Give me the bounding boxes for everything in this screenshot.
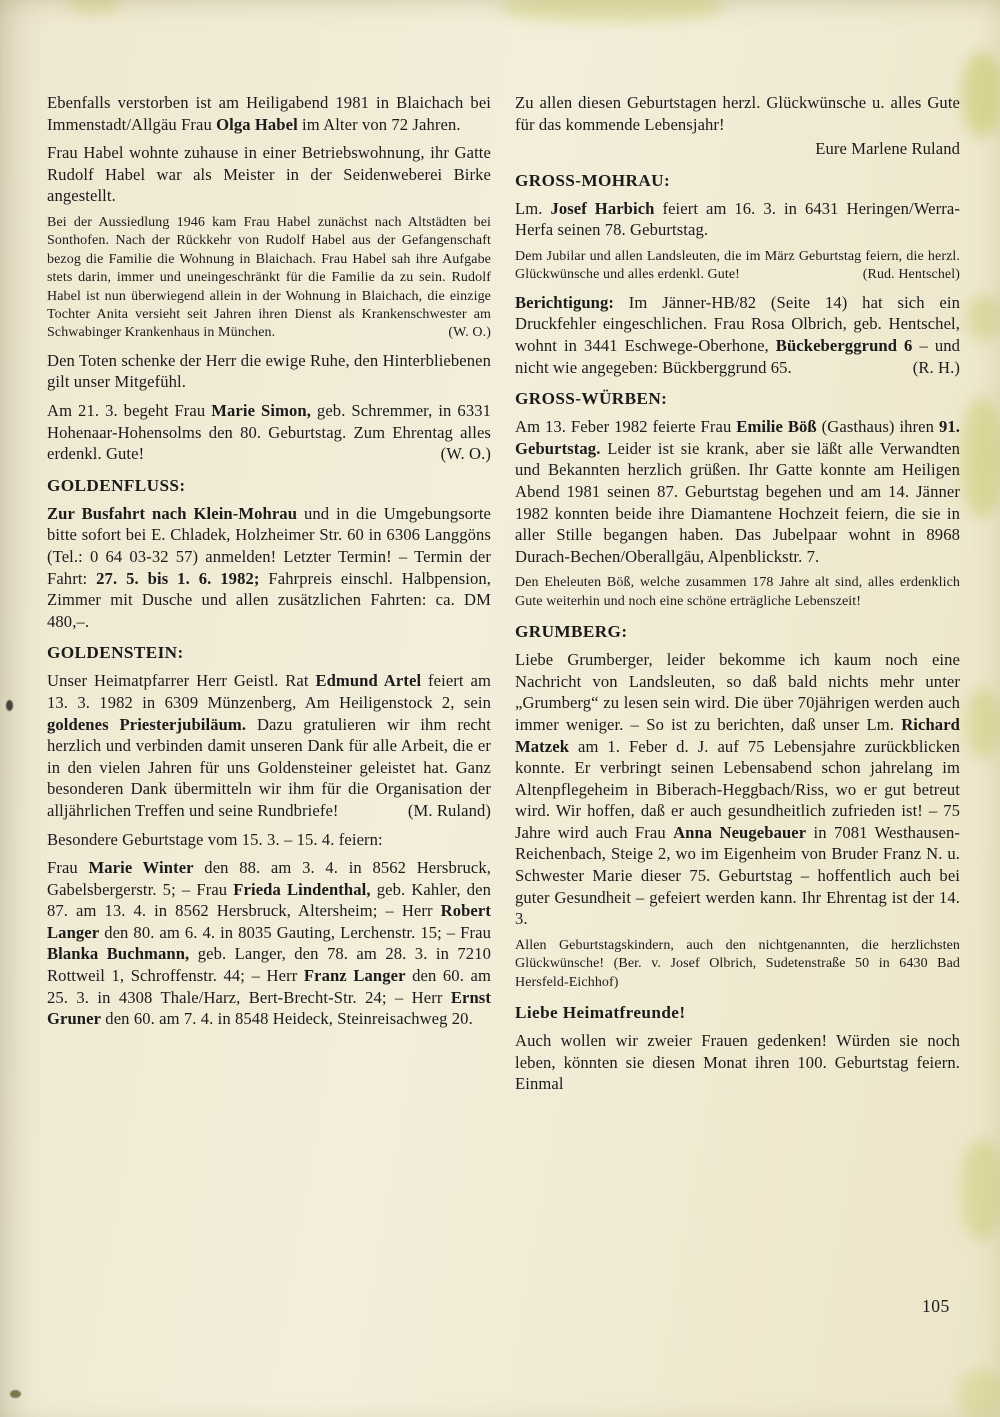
text-run: feiert am 16. 3. in 6431 Heringen/Werra-Herfa seinen 78. Geburtstag. [515,198,960,240]
paragraph [47,92,491,135]
scan-artifact [966,688,1000,758]
bold-text-run: Josef Harbich [550,198,655,218]
text-run: im Alter von 72 Jahren. [297,114,461,134]
scan-artifact [962,52,1000,137]
bold-text-run: Frieda Lindenthal, [233,879,371,899]
bold-text-run: Anna Neugebauer [673,822,807,842]
section-heading: GOLDENSTEIN: [47,643,184,663]
text-run: am 1. Feber d. J. auf 75 Lebensjahre zurückblicken konnte. Er verbringt seinen Lebensabend schon jahrelang im Altenpflegeheim in Biberach-Heggbach/Riss, wo er gut betreut wird. Wir hoffen, daß er auch gesundheitlich zufrieden ist! – 75 Jahre wird auch Frau [515,736,960,842]
text-run: Ebenfalls verstorben ist am Heiligabend 1981 in Blaichach bei Immenstadt/Allgäu Frau [47,93,491,134]
paragraph [515,416,960,567]
paragraph [515,649,960,930]
page-number: 105 [922,1296,950,1316]
bold-text-run: Emilie Böß [736,417,817,437]
section-heading: GROSS-MOHRAU: [515,170,671,190]
paragraph [47,142,491,207]
text-run: Liebe Grumberger, leider bekomme ich kaum noch eine Nachricht von Landsleuten, so daß bald nichts mehr unter „Grumberg“ zu lesen sein wird. Die über 70jährigen werden auch immer weniger. – So ist zu berichten, daß unser Lm. [515,650,960,734]
left-column [47,92,491,1037]
scan-artifact [500,0,725,22]
paragraph [47,400,491,465]
text-run: Lm. [515,198,551,218]
bold-text-run: Edmund Artel [315,671,422,691]
paragraph [47,857,491,1030]
text-run: – und nicht wie angegeben: Bückberggrund 65. [515,335,961,377]
text-run: Den Eheleuten Böß, welche zusammen 178 Jahre alt sind, alles erdenklich Gute weiterhin und noch eine schöne erträgliche Lebenszeit! [515,575,960,609]
scan-artifact [10,1390,21,1398]
section-heading: GOLDENFLUSS: [47,475,186,495]
text-run: Am 13. Feber 1982 feierte Frau [515,417,737,437]
text-run: Auch wollen wir zweier Frauen gedenken! Würden sie noch leben, könnten sie diesen Monat ihren 100. Geburtstag feiern. Einmal [515,1031,960,1094]
text-run: Am 21. 3. begeht Frau [47,401,212,420]
text-run: geb. Kahler, den 87. am 13. 4. in 8562 Hersbruck, Altersheim; – Herr [47,879,491,921]
text-run: geb. Langer, den 78. am 28. 3. in 7210 Rottweil 1, Schroffenstr. 44; – Herr [47,944,491,986]
bold-text-run: Zur Busfahrt nach Klein-Mohrau [47,503,298,523]
bold-text-run: Bückeberggrund 6 [775,335,913,355]
author-initials: (M. Ruland) [407,800,491,820]
author-initials: (R. H.) [912,357,960,377]
text-run: den 60. am 7. 4. in 8548 Heideck, Steinreisachweg 20. [101,1009,473,1029]
bold-text-run: Marie Simon, [211,401,311,420]
bold-text-run: Robert Langer [47,901,491,942]
bold-text-run: Olga Habel [216,114,298,134]
section-heading: GRUMBERG: [515,622,628,642]
right-column [515,92,960,1102]
author-initials: (W. O.) [448,325,491,341]
paragraph [47,670,491,821]
paragraph [515,292,960,378]
scan-artifact [962,1140,1000,1240]
bold-text-run: Franz Langer [303,966,406,986]
text-run: Im Jänner-HB/82 (Seite 14) hat sich ein Druckfehler eingeschlichen. Frau Rosa Olbrich, geb. Hentschel, wohnt in 3441 Eschwege-Oberhone, [515,292,960,355]
text-run: Fahrpreis einschl. Halbpension, Zimmer mit Dusche und allen zusätzlichen Fahrten: ca. DM 480,–. [47,568,491,631]
text-run: den 60. am 25. 3. in 4308 Thale/Harz, Bert-Brecht-Str. 24; – Herr [47,966,491,1007]
bold-text-run: 27. 5. bis 1. 6. 1982; [96,568,260,588]
paragraph [515,138,960,160]
author-initials: (W. O.) [440,444,491,464]
text-run: feiert am 13. 3. 1982 in 6309 Münzenberg, Am Heiligenstock 2, sein [47,671,491,712]
text-run: Dem Jubilar und allen Landsleuten, die im März Geburtstag feiern, die herzl. Glückwünsche und alles erdenkl. Gute! [515,248,960,283]
text-run: in 7081 Westhausen-Reichenbach, Steige 2, wo im Eigenheim von Bruder Franz N. u. Schwester Marie dieser 75. Geburtstag – hoffentlich auch bei guter Gesundheit – gefeiert werden kann. Ihr Ehrentag ist der 14. 3. [515,822,960,929]
small-paragraph [515,937,960,992]
text-run: und in die Umgebungsorte bitte sofort bei E. Chladek, Holzheimer Str. 60 in 6306 Langgöns (Tel.: 0 64 03-32 57) anmelden! Letzter Termin! – Termin der Fahrt: [47,503,491,588]
section-heading: Liebe Heimatfreunde! [515,1003,686,1023]
text-run: Zu allen diesen Geburtstagen herzl. Glückwünsche u. alles Gute für das kommende Lebensjahr! [515,93,960,134]
text-run: Dazu gratulieren wir ihm recht herzlich und verbinden damit unseren Dank für alle Arbeit, die er in den vielen Jahren für uns Goldensteiner geleistet hat. Ganz besonderen Dank übermitteln wir ihm für die Organisation der alljährlichen Treffen und seine Rundbriefe! [47,714,491,820]
text-run: (Gasthaus) ihren [816,417,939,437]
paragraph [47,503,491,633]
text-run: den 80. am 6. 4. in 8035 Gauting, Lerchenstr. 15; – Frau [99,922,491,942]
paragraph [515,92,960,135]
text-run: Allen Geburtstagskindern, auch den nichtgenannten, die herzlichsten Glückwünsche! (Ber. v. Josef Olbrich, Sudetenstraße 50 in 6430 Bad Hersfeld-Eichhof) [515,937,960,990]
bold-text-run: Richard Matzek [515,714,960,756]
text-run: Besondere Geburtstage vom 15. 3. – 15. 4. feiern: [47,829,383,849]
scan-artifact [6,700,13,711]
text-run: Den Toten schenke der Herr die ewige Ruhe, den Hinterbliebenen gilt unser Mitgefühl. [47,350,491,392]
text-run: Unser Heimatpfarrer Herr Geistl. Rat [47,671,316,691]
paragraph [47,350,491,393]
text-run: Frau [47,858,89,878]
scan-artifact [958,1370,1000,1417]
bold-text-run: 91. Geburtstag. [515,417,960,458]
small-paragraph [515,574,960,611]
bold-text-run: goldenes Priesterjubiläum. [47,714,247,734]
section-heading: GROSS-WÜRBEN: [515,389,668,409]
paragraph [47,829,491,851]
scan-artifact [966,295,1000,340]
scan-artifact [962,398,1000,518]
paragraph [515,1030,960,1095]
small-paragraph [515,248,960,285]
text-run: geb. Schremmer, in 6331 Hohenaar-Hohensolms den 80. Geburtstag. Zum Ehrentag alles erdenkl. Gute! [47,401,492,464]
bold-text-run: Blanka Buchmann, [47,944,190,964]
author-initials: (Rud. Hentschel) [862,267,960,283]
scan-artifact [70,0,120,14]
bold-text-run: Ernst Gruner [47,987,491,1029]
text-run: den 88. am 3. 4. in 8562 Hersbruck, Gabelsbergerstr. 5; – Frau [47,858,491,899]
bold-text-run: Berichtigung: [515,292,615,312]
text-run: Frau Habel wohnte zuhause in einer Betriebswohnung, ihr Gatte Rudolf Habel war als Meister in der Seidenweberei Birke angestellt. [47,143,491,206]
bold-text-run: Marie Winter [88,858,194,878]
paragraph [515,198,960,241]
small-paragraph [47,214,491,343]
text-run: Leider ist sie krank, aber sie läßt alle Verwandten und Bekannten herzlich grüßen. Ihr Gatte konnte am Heiligen Abend 1981 seinen 87. Geburtstag begehen und am 14. Jänner 1982 konnten beide ihre Diamantene Hochzeit feiern, die sie in aller Stille begangen haben. Das Jubelpaar wohnt in 8968 Durach-Bechen/Oberallgäu, Alpenblickstr. 7. [515,438,960,566]
text-run: Eure Marlene Ruland [815,139,960,159]
text-run: Bei der Aussiedlung 1946 kam Frau Habel zunächst nach Altstädten bei Sonthofen. Nach der Rückkehr von Rudolf Habel aus der Gefangenschaft bezog die Familie die Wohnung in Blaichach. Frau Habel sah ihre Aufgabe stets darin, immer und uneingeschränkt für die Familie da zu sein. Rudolf Habel ist nun überwiegend allein in der Wohnung in Blaichach, die einzige Tochter Anita versieht seit Jahren ihren Dienst als Krankenschwester am Schwabinger Krankenhaus in München. [47,214,491,341]
